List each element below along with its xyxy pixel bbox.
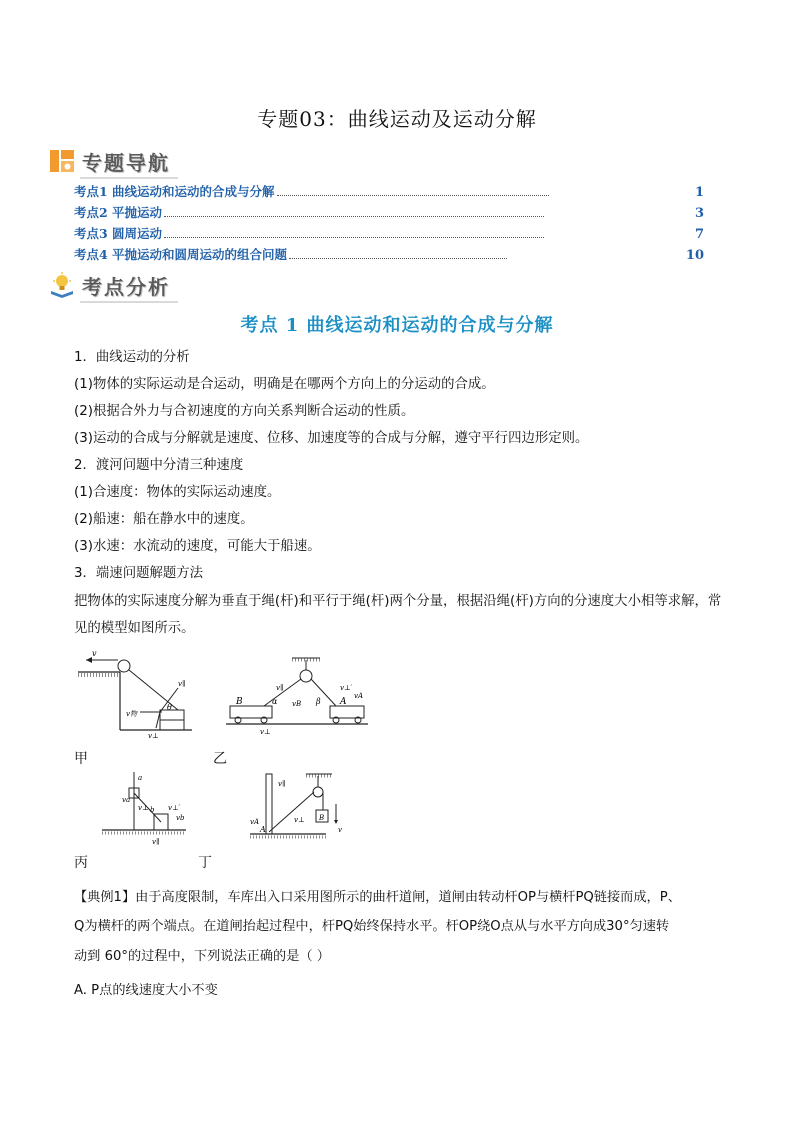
fig-jia-vperp: v⊥ <box>148 732 159 740</box>
fig-bing-b: b <box>150 806 155 814</box>
toc-item-page: 10 <box>685 248 704 263</box>
fig-ding-A: A <box>260 825 266 834</box>
fig-bing-vperp: v⊥ <box>138 804 149 812</box>
toc-item-label: 考点2 平抛运动 <box>74 205 163 220</box>
fig-yi-vperp: v⊥ <box>260 728 271 736</box>
topic-nav-banner <box>48 146 170 176</box>
fig-ding-vA: vA <box>250 818 260 826</box>
example-line: 动到 60°的过程中，下列说法正确的是（ ） <box>74 949 330 964</box>
paragraph-line: (2)根据合外力与合初速度的方向关系判断合运动的性质。 <box>74 404 415 419</box>
fig-yi-alpha: α <box>272 697 278 706</box>
fig-yi-vA: vA <box>354 692 364 700</box>
figure-ding-diagram <box>246 770 346 848</box>
compass-icon <box>48 147 76 175</box>
fig-jia-vpar: v∥ <box>178 680 186 688</box>
fig-ding-B: B <box>319 814 325 822</box>
figure-label-jia: 甲 <box>74 751 88 767</box>
toc-item[interactable] <box>74 201 704 221</box>
subheading: 1．曲线运动的分析 <box>74 350 190 365</box>
page-title: 专题03：曲线运动及运动分解 <box>257 107 537 131</box>
figure-yi-diagram <box>222 654 372 740</box>
paragraph-line: (1)物体的实际运动是合运动，明确是在哪两个方向上的分运动的合成。 <box>74 377 495 392</box>
subheading: 2．渡河问题中分清三种速度 <box>74 458 244 473</box>
figure-label-ding: 丁 <box>198 855 212 871</box>
fig-bing-a: a <box>138 774 143 782</box>
toc-item-label: 考点3 圆周运动 <box>74 226 163 241</box>
toc-item-page: 7 <box>694 227 704 242</box>
subheading: 3．端速问题解题方法 <box>74 566 204 581</box>
fig-bing-vpar: v∥ <box>152 838 160 846</box>
figure-label-yi: 乙 <box>213 751 227 767</box>
toc-item[interactable] <box>74 180 704 200</box>
fig-yi-vperp2: v⊥′ <box>340 684 353 692</box>
paragraph-line: (3)水速：水流动的速度，可能大于船速。 <box>74 539 321 554</box>
toc-item[interactable] <box>74 222 704 242</box>
fig-yi-A: A <box>340 697 347 707</box>
toc-item-label: 考点1 曲线运动和运动的合成与分解 <box>74 184 275 199</box>
fig-bing-vperp2: v⊥′ <box>168 804 181 812</box>
fig-yi-beta: β <box>316 697 321 706</box>
figure-bing-diagram <box>100 770 190 848</box>
fig-ding-vpar: v∥ <box>278 780 286 788</box>
paragraph-line: (2)船速：船在静水中的速度。 <box>74 512 254 527</box>
analysis-banner <box>48 270 170 300</box>
paragraph-line: (1)合速度：物体的实际运动速度。 <box>74 485 281 500</box>
fig-jia-vwu: v物 <box>126 710 137 718</box>
fig-ding-vperp: v⊥ <box>294 816 305 824</box>
figure-jia-diagram <box>74 644 194 740</box>
figure-label-bing: 丙 <box>74 855 88 871</box>
toc-item-page: 3 <box>694 206 704 221</box>
method-paragraph: 把物体的实际速度分解为垂直于绳(杆)和平行于绳(杆)两个分量，根据沿绳(杆)方向的分速度大小相等求解，常见的模型如图所示。 <box>74 594 722 636</box>
example-line: 【典例1】由于高度限制，车库出入口采用图所示的曲杆道闸，道闸由转动杆OP与横杆PQ链接而成，P、 <box>74 890 681 905</box>
fig-bing-va: va <box>122 796 131 804</box>
example-line: Q为横杆的两个端点。在道闸抬起过程中，杆PQ始终保持水平。杆OP绕O点从与水平方向成30°匀速转 <box>74 919 670 934</box>
lightbulb-book-icon <box>48 271 76 299</box>
nav-banner-title: 专题导航 <box>82 150 170 175</box>
fig-jia-v: v <box>92 649 97 658</box>
section-heading: 考点 1 曲线运动和运动的合成与分解 <box>240 315 554 336</box>
toc-item[interactable] <box>74 243 704 263</box>
fig-ding-v: v <box>338 826 342 834</box>
fig-yi-vB: vB <box>292 700 302 708</box>
fig-bing-vb: vb <box>176 814 185 822</box>
toc-item-label: 考点4 平抛运动和圆周运动的组合问题 <box>74 247 288 262</box>
paragraph-line: (3)运动的合成与分解就是速度、位移、加速度等的合成与分解，遵守平行四边形定则。 <box>74 431 589 446</box>
fig-yi-B: B <box>236 697 243 707</box>
toc-item-page: 1 <box>694 185 704 200</box>
analysis-banner-title: 考点分析 <box>82 274 170 299</box>
fig-yi-vpar: v∥ <box>276 684 284 692</box>
option-a: A. P点的线速度大小不变 <box>74 983 218 998</box>
fig-jia-theta: θ <box>167 703 172 712</box>
